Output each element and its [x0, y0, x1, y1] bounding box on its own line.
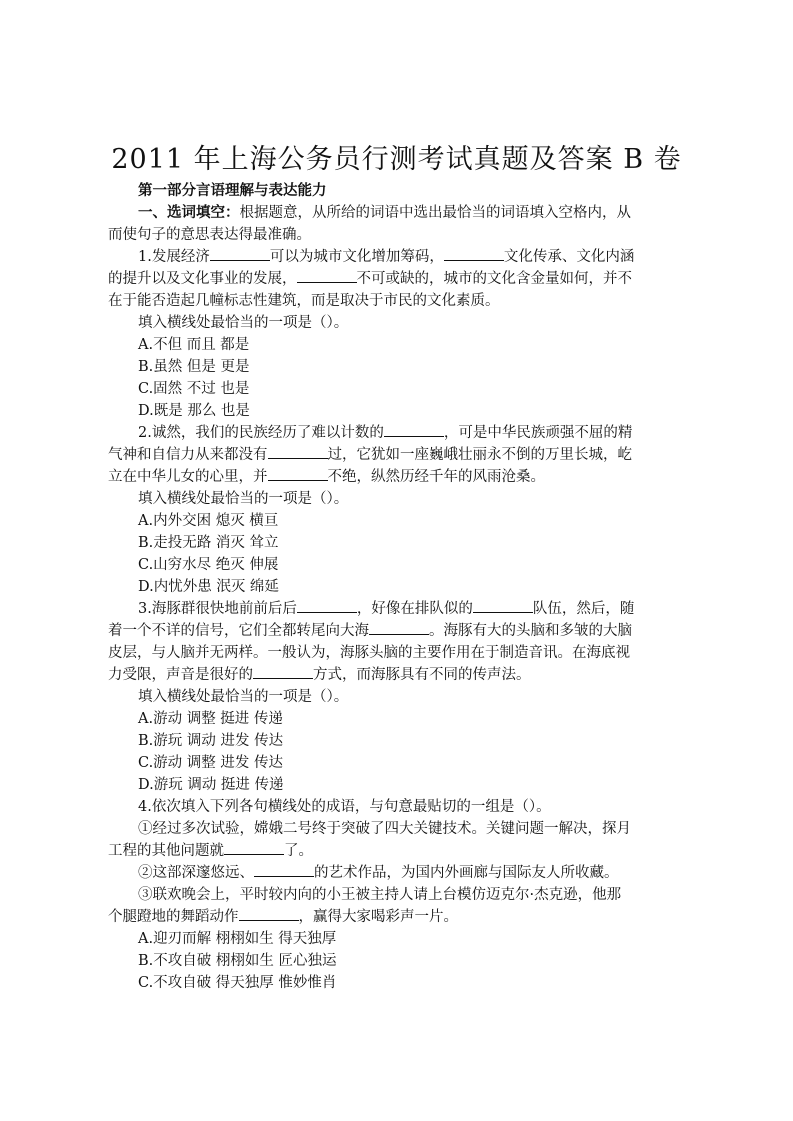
- instruction-text: 根据题意，从所给的词语中选出最恰当的词语填入空格内，从: [239, 205, 631, 221]
- option: B.走投无路 消灭 耸立: [138, 535, 279, 551]
- question-1-line: [108, 246, 698, 268]
- blank: [224, 840, 284, 855]
- text: 1.发展经济: [138, 249, 210, 265]
- instruction-label: 一、选词填空：: [138, 204, 240, 221]
- question-4-line: [108, 906, 698, 928]
- question-4-line: ③联欢晚会上，平时较内向的小王被主持人请上台模仿迈克尔·杰克逊，他那: [138, 887, 622, 903]
- text: 可以为城市文化增加筹码，: [269, 249, 444, 265]
- question-1-line: 在于能否造起几幢标志性建筑，而是取决于市民的文化素质。: [108, 293, 500, 309]
- question-2-line: [108, 466, 698, 488]
- blank: [268, 466, 328, 481]
- option: A.迎刃而解 栩栩如生 得天独厚: [138, 931, 337, 947]
- option: D.既是 那么 也是: [138, 403, 250, 419]
- option: C.固然 不过 也是: [138, 381, 250, 397]
- option: A.不但 而且 都是: [138, 337, 250, 353]
- question-1-line: [108, 268, 698, 290]
- text: 队伍，然后，随: [532, 601, 635, 617]
- option: D.内忧外患 泯灭 绵延: [138, 579, 279, 595]
- option: B.虽然 但是 更是: [138, 359, 250, 375]
- text: 工程的其他问题就: [108, 843, 224, 859]
- text: 3.海豚群很快地前前后后: [138, 601, 297, 617]
- text: 2.诚然，我们的民族经历了难以计数的: [138, 425, 384, 441]
- question-3-line: [108, 598, 698, 620]
- question-3-line: 皮层，与人脑并无两样。一般认为，海豚头脑的主要作用在于制造音讯。在海底视: [108, 645, 630, 661]
- text: ，可是中华民族顽强不屈的精: [443, 425, 633, 441]
- question-2-line: [108, 444, 698, 466]
- question-3-line: [108, 664, 698, 686]
- question-4-line: [108, 840, 698, 862]
- blank: [473, 598, 533, 613]
- text: ，赢得大家喝彩声一片。: [298, 909, 458, 925]
- text: 个腿蹬地的舞蹈动作: [108, 909, 239, 925]
- option: A.内外交困 熄灭 横亘: [138, 513, 279, 529]
- document-title: 2011 年上海公务员行测考试真题及答案 B 卷: [111, 144, 682, 175]
- question-2-line: [108, 422, 698, 444]
- question-prompt: 填入横线处最恰当的一项是（）。: [138, 315, 349, 331]
- blank: [297, 268, 357, 283]
- blank: [254, 862, 314, 877]
- document-body: [108, 180, 698, 994]
- text: 力受限，声音是很好的: [108, 667, 253, 683]
- option: D.游玩 调动 挺进 传递: [138, 777, 284, 793]
- instruction-line: [108, 202, 698, 224]
- blank: [369, 620, 429, 635]
- text: 不绝，纵然历经千年的风雨沧桑。: [327, 469, 545, 485]
- blank: [297, 598, 357, 613]
- text: 了。: [284, 843, 313, 859]
- question-3-line: [108, 620, 698, 642]
- text: 气神和自信力从来都没有: [108, 447, 268, 463]
- text: 着一个不详的信号，它们全都转尾向大海: [108, 623, 369, 639]
- text: ，好像在排队似的: [356, 601, 473, 617]
- blank: [384, 422, 444, 437]
- option: C.游动 调整 进发 传达: [138, 755, 284, 771]
- question-prompt: 填入横线处最恰当的一项是（）。: [138, 689, 349, 705]
- option: C.不攻自破 得天独厚 惟妙惟肖: [138, 975, 337, 991]
- instruction-line: 而使句子的意思表达得最准确。: [108, 227, 311, 243]
- text: 过，它犹如一座巍峨壮丽永不倒的万里长城，屹: [327, 447, 632, 463]
- section-heading: 第一部分言语理解与表达能力: [138, 182, 327, 199]
- blank: [239, 906, 299, 921]
- blank: [253, 664, 313, 679]
- option: B.不攻自破 栩栩如生 匠心独运: [138, 953, 337, 969]
- question-4-line: ①经过多次试验，嫦娥二号终于突破了四大关键技术。关键问题一解决，探月: [138, 821, 631, 837]
- text: ②这部深邃悠远、: [138, 865, 254, 881]
- question-4-line: 4.依次填入下列各句横线处的成语，与句意最贴切的一组是（）。: [138, 799, 551, 815]
- blank: [444, 246, 504, 261]
- question-4-line: [108, 862, 698, 884]
- question-prompt: 填入横线处最恰当的一项是（）。: [138, 491, 349, 507]
- text: 的提升以及文化事业的发展，: [108, 271, 297, 287]
- text: 方式，而海豚具有不同的传声法。: [313, 667, 531, 683]
- text: 文化传承、文化内涵: [503, 249, 635, 265]
- blank: [268, 444, 328, 459]
- text: 不可或缺的，城市的文化含金量如何，并不: [356, 271, 632, 287]
- text: 的艺术作品，为国内外画廊与国际友人所收藏。: [314, 865, 619, 881]
- option: B.游玩 调动 进发 传达: [138, 733, 284, 749]
- option: A.游动 调整 挺进 传递: [138, 711, 283, 727]
- option: C.山穷水尽 绝灭 伸展: [138, 557, 279, 573]
- blank: [210, 246, 270, 261]
- text: 立在中华儿女的心里，并: [108, 469, 268, 485]
- text: 。海豚有大的头脑和多皱的大脑: [429, 623, 632, 639]
